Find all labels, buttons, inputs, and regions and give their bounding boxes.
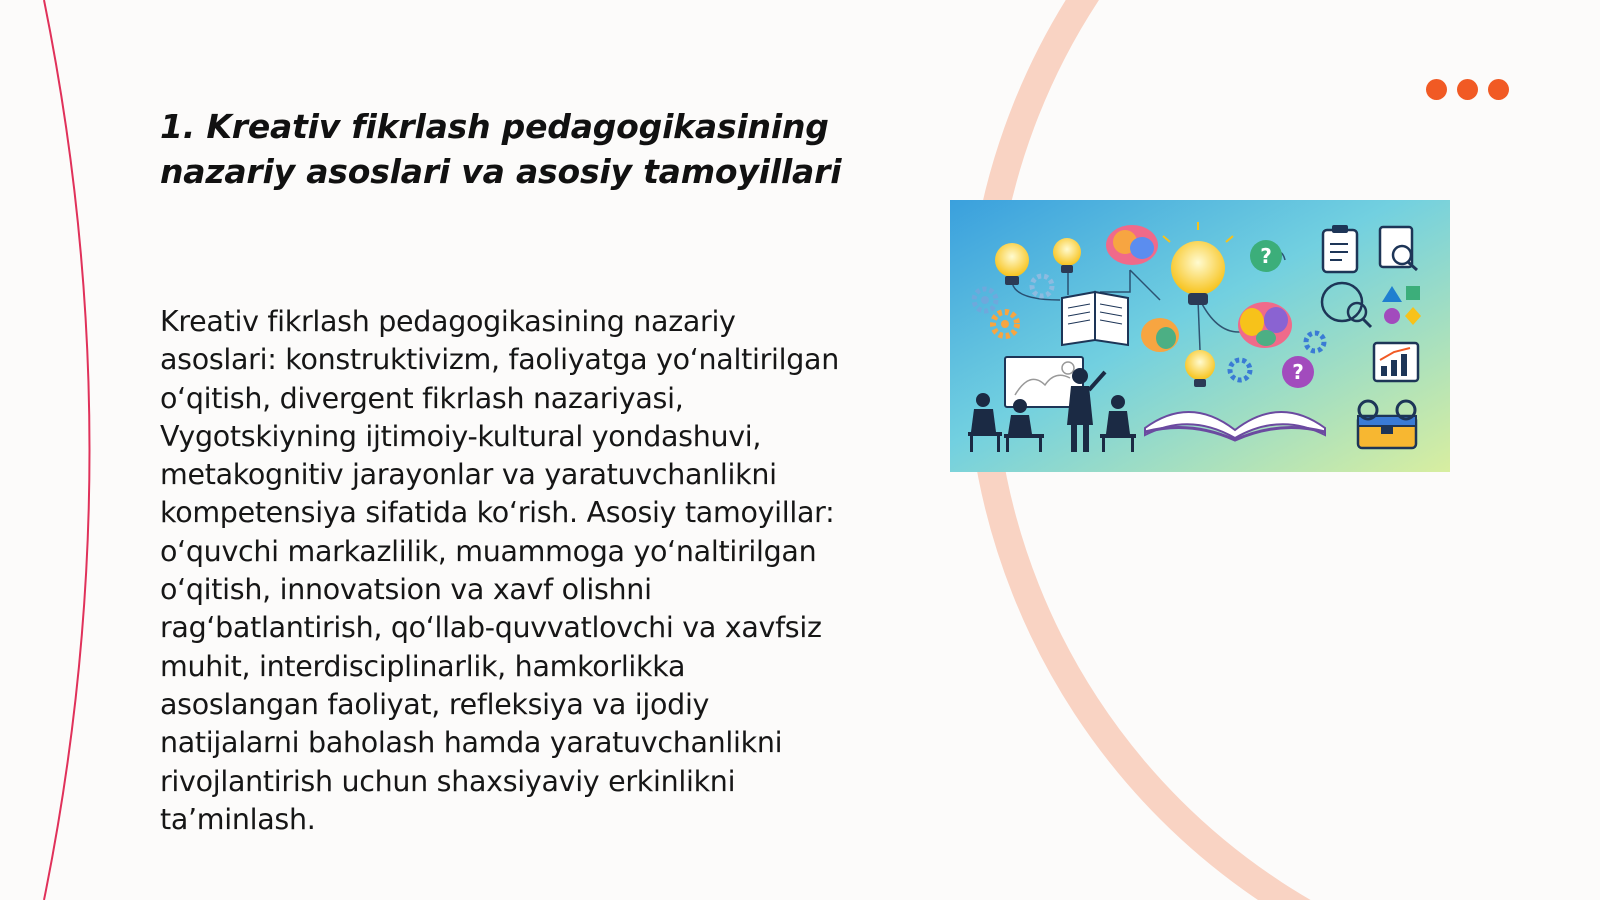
- question-icon: [1250, 240, 1282, 272]
- open-book-icon: [1062, 292, 1128, 345]
- dot-1: [1426, 79, 1447, 100]
- bar-chart-icon: [1374, 343, 1418, 381]
- question-icon: [1282, 356, 1314, 388]
- svg-text:?: ?: [1292, 360, 1304, 384]
- creative-thinking-illustration: [950, 200, 1450, 472]
- document-search-icon: [1380, 227, 1417, 270]
- slide-title: 1. Kreativ fikrlash pedagogikasining nazariy asoslari va asosiy tamoyillari: [160, 107, 842, 191]
- clipboard-icon: [1323, 225, 1357, 272]
- svg-text:?: ?: [1260, 244, 1272, 268]
- dot-2: [1457, 79, 1478, 100]
- slide-body-text: Kreativ fikrlash pedagogikasining nazariy asoslari: konstruktivizm, faoliyatga yo‘naltirilgan o‘qitish, divergent fikrlash nazariyasi, Vygotskiyning ijtimoiy-kultural yondashuvi, metakognitiv jarayonlar va yaratuvchanlikni kompetensiya sifatida ko‘rish. Asosiy tamoyillar: o‘quvchi markazlilik, muammoga yo‘naltirilgan o‘qitish, innovatsion va xavf olishni rag‘batlantirish, qo‘llab-quvvatlovchi va xavfsiz muhit, interdisciplinarlik, hamkorlikka asoslangan faoliyat, refleksiya va ijodiy natijalarni baholash hamda yaratuvchanlikni rivojlantirish uchun shaxsiyaviy erkinlikni ta’minlash.: [160, 305, 839, 836]
- brain-icon: [1106, 225, 1158, 265]
- brain-icon: [1141, 318, 1179, 352]
- brain-icon: [1238, 302, 1292, 348]
- left-curve-line: [44, 0, 90, 900]
- dot-3: [1488, 79, 1509, 100]
- decorative-dots: [1426, 79, 1509, 100]
